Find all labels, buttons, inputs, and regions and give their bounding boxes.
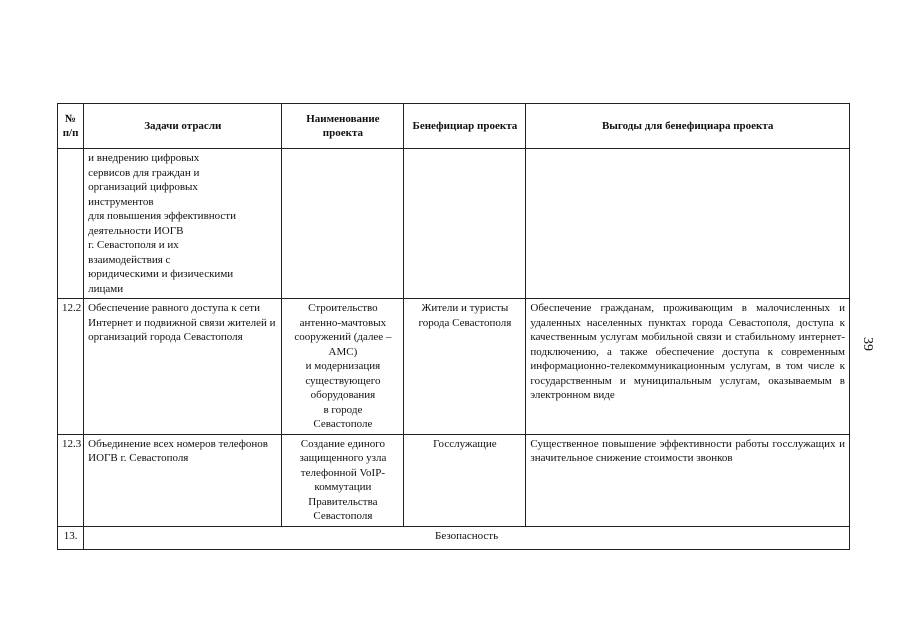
cell-beneficiary: Госслужащие — [404, 434, 526, 526]
cell-task: Объединение всех номеров телефонов ИОГВ г. Севастополя — [84, 434, 282, 526]
project-line: АМС) — [328, 345, 358, 358]
header-task: Задачи отрасли — [84, 104, 282, 149]
cell-benefits — [526, 149, 850, 299]
task-line: взаимодействия с — [88, 253, 171, 266]
task-line: для повышения эффективности — [88, 210, 236, 223]
project-line: Создание единого — [300, 437, 386, 450]
task-line: сервисов для граждан и — [88, 166, 200, 179]
header-benefits: Выгоды для бенефициара проекта — [526, 104, 850, 149]
project-line: коммутации — [314, 481, 372, 494]
project-line: Правительства — [308, 495, 378, 508]
cell-task-continuation — [84, 149, 282, 299]
project-line: существующего — [305, 374, 381, 387]
project-line: Севастополе — [313, 418, 373, 431]
project-line: антенно-мачтовых — [299, 316, 387, 329]
task-line: организаций цифровых — [88, 181, 198, 194]
project-line: Строительство — [308, 302, 378, 315]
task-line: лицами — [88, 282, 124, 295]
cell-num: 12.3 — [58, 434, 84, 526]
cell-num — [58, 149, 84, 299]
project-line: сооружений (далее – — [294, 331, 392, 344]
cell-task: Обеспечение равного доступа к сети Интернет и подвижной связи жителей и организаций города Севастополя — [84, 299, 282, 435]
page-number: 39 — [860, 337, 875, 351]
cell-benefits: Обеспечение гражданам, проживающим в малочисленных и удаленных населенных пунктах города Севастополя, доступа к качественным услугам мобильной связи и стабильному интернет-подключению, а также обеспечение доступа к современным информационно-телекоммуникационным услугам, в том числе к государственным и муниципальным услугам, оказываемым в электронном виде — [526, 299, 850, 435]
project-line: Севастополя — [313, 510, 373, 523]
task-line: и внедрению цифровых — [88, 152, 200, 164]
table-row-12-2 — [58, 299, 850, 435]
project-line: и модернизация — [305, 360, 381, 373]
cell-num: 12.2 — [58, 299, 84, 435]
project-line: оборудования — [310, 389, 376, 402]
header-project: Наименование проекта — [282, 104, 404, 149]
task-line: г. Севастополя и их — [88, 239, 179, 252]
table-row-section-13 — [58, 526, 850, 549]
cell-section-num: 13. — [58, 526, 84, 549]
table-row-continuation — [58, 149, 850, 299]
task-line: юридическими и физическими — [88, 268, 234, 281]
project-line: в городе — [323, 403, 363, 416]
cell-project — [282, 299, 404, 435]
task-line: деятельности ИОГВ — [88, 224, 184, 237]
table-header-row — [58, 104, 850, 149]
header-beneficiary: Бенефициар проекта — [404, 104, 526, 149]
project-line: телефонной VoIP- — [300, 466, 385, 479]
cell-beneficiary: Жители и туристы города Севастополя — [404, 299, 526, 435]
cell-project — [282, 149, 404, 299]
task-line: инструментов — [88, 195, 154, 208]
projects-table — [57, 103, 850, 550]
project-line: защищенного узла — [299, 452, 387, 465]
section-title: Безопасность — [84, 526, 850, 549]
cell-project — [282, 434, 404, 526]
table-row-12-3 — [58, 434, 850, 526]
cell-benefits: Существенное повышение эффективности работы госслужащих и значительное снижение стоимости звонков — [526, 434, 850, 526]
cell-beneficiary — [404, 149, 526, 299]
header-num: № п/п — [58, 104, 84, 149]
